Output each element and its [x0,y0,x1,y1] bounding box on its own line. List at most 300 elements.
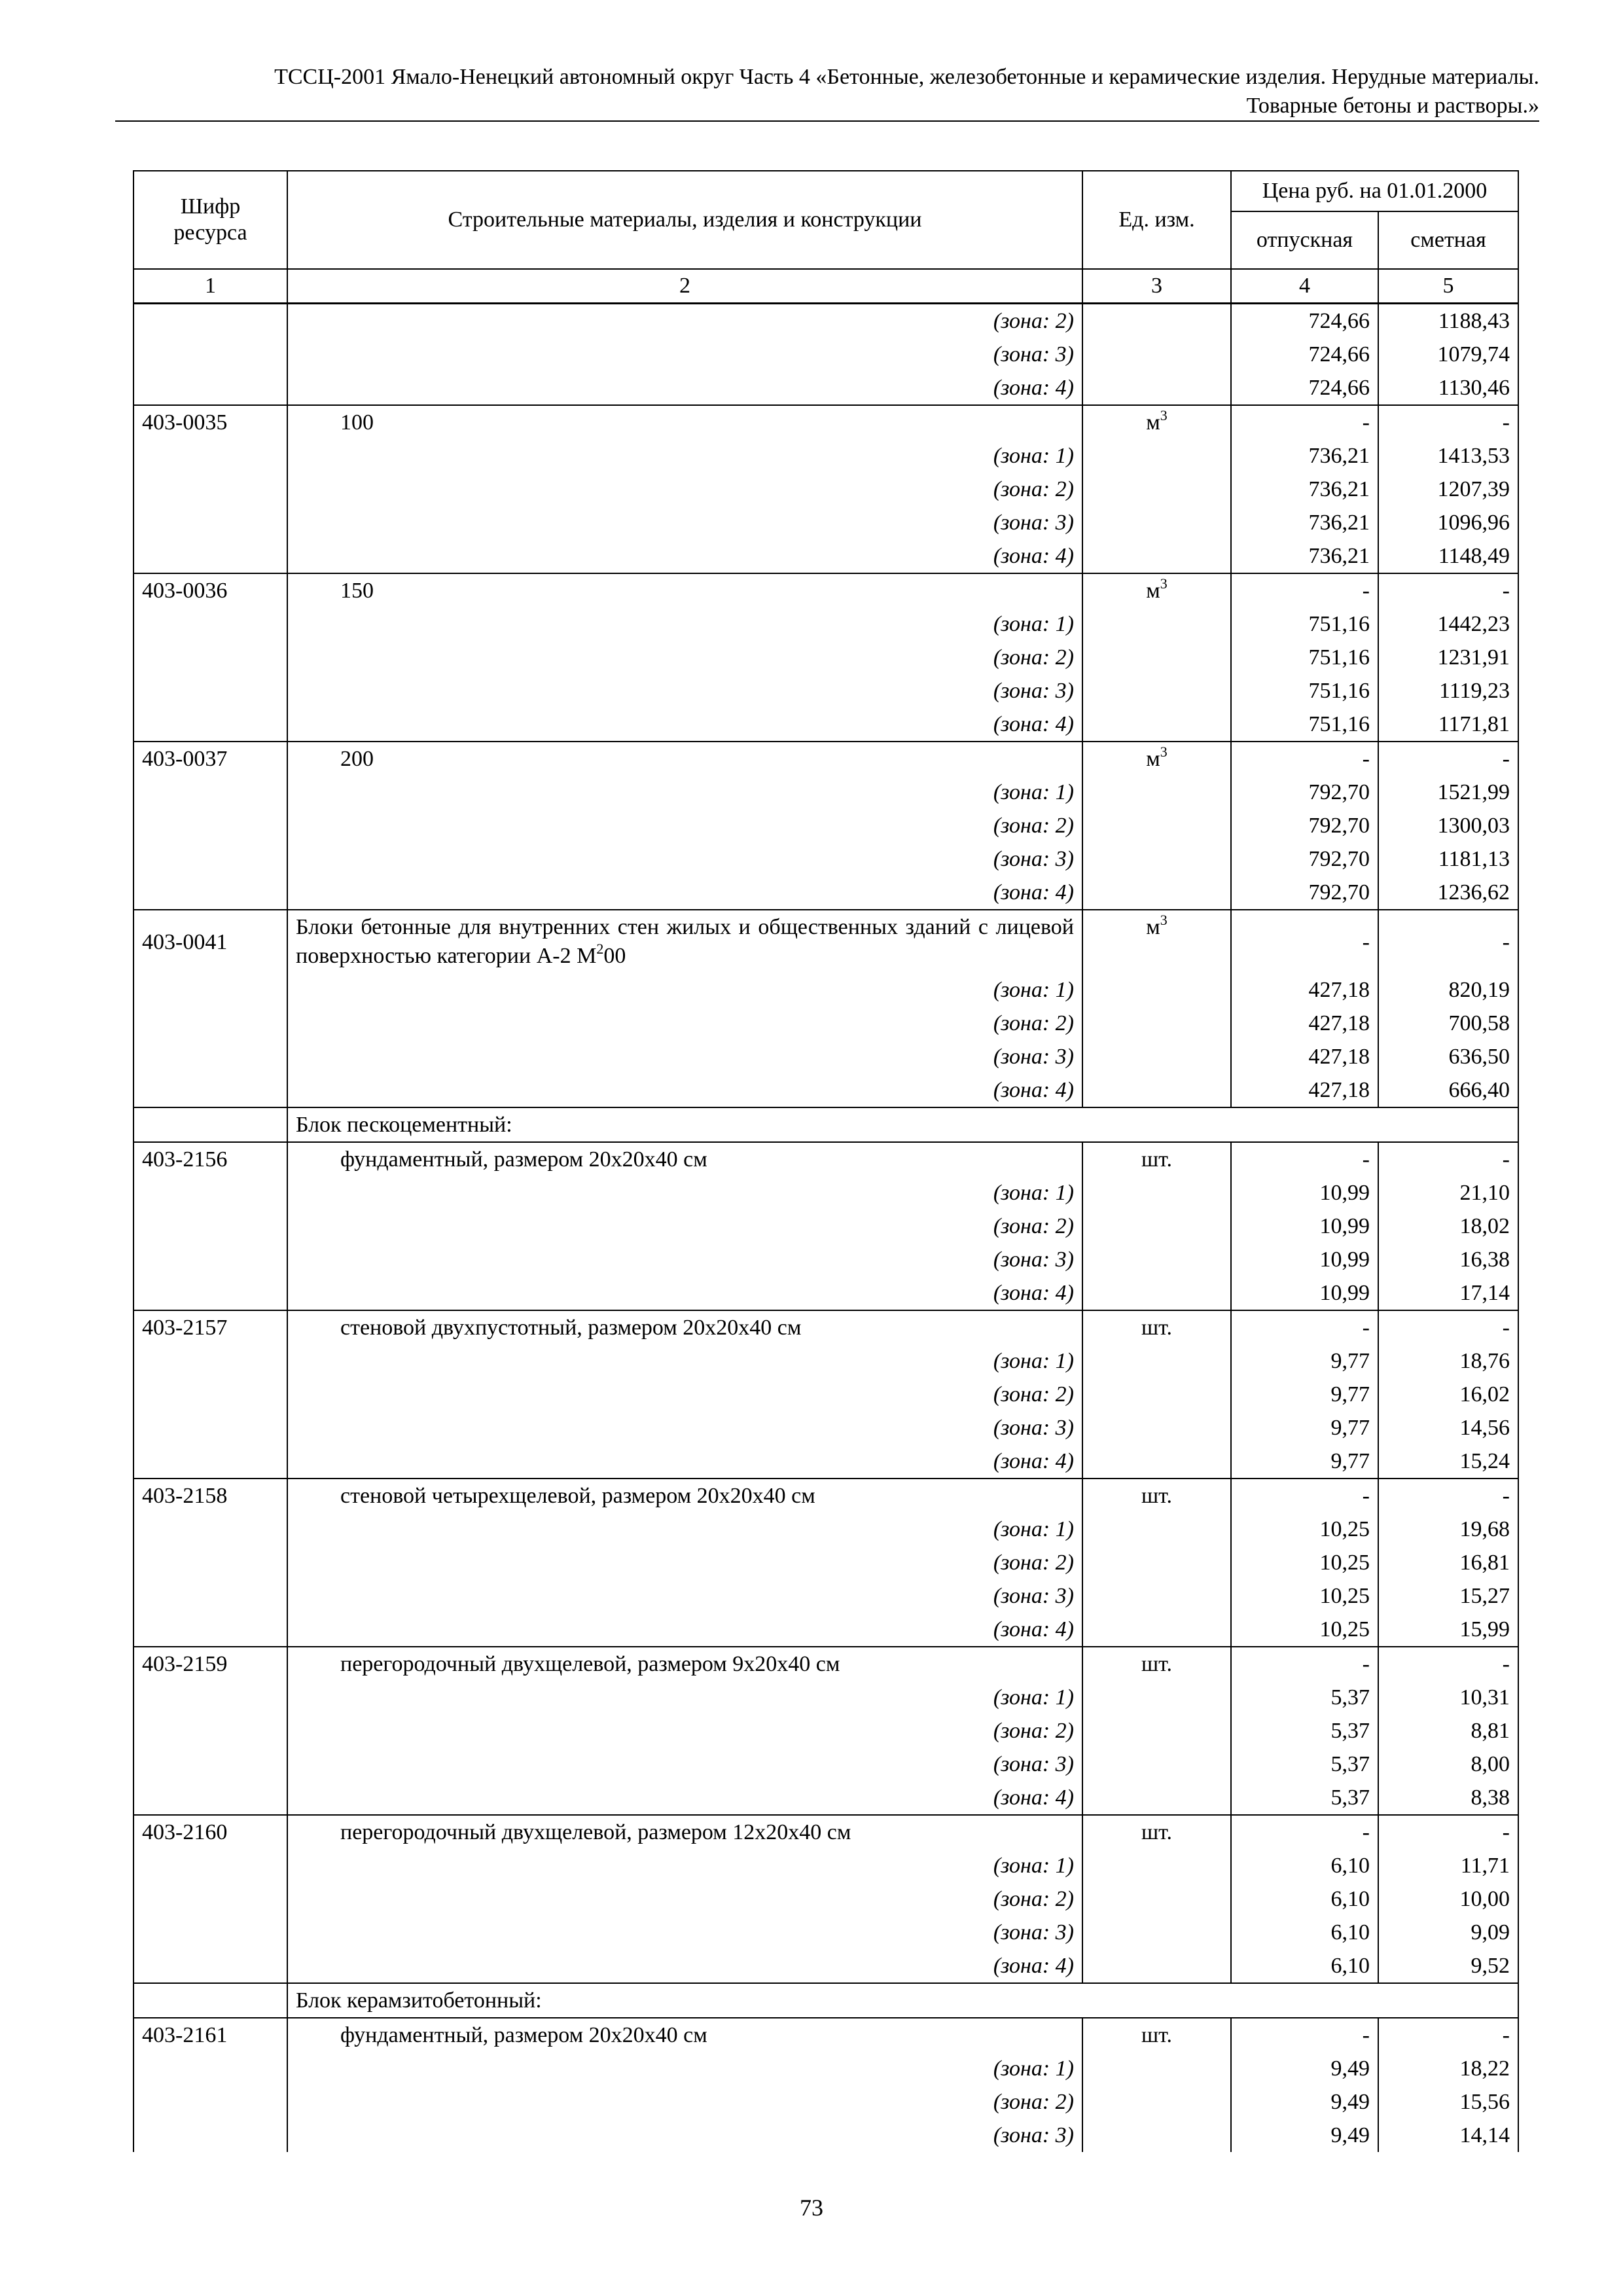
resource-code-empty [134,1073,287,1107]
resource-code-empty [134,1344,287,1378]
table-row [134,304,1518,338]
table-row [134,2018,1518,2052]
table-row [134,910,1518,973]
unit-empty [1082,1073,1231,1107]
resource-code-empty [134,539,287,573]
zone-label: (зона: 3) [287,506,1082,539]
resource-code: 403-2156 [134,1142,287,1176]
zone-label: (зона: 3) [287,2119,1082,2152]
table-row [134,1513,1518,1546]
table-body [134,304,1518,2153]
table-row [134,776,1518,809]
estimate-price: 636,50 [1378,1040,1518,1073]
resource-code: 403-2159 [134,1647,287,1681]
release-price: 736,21 [1231,439,1378,473]
table-row [134,1781,1518,1815]
estimate-price: 15,24 [1378,1444,1518,1479]
unit-empty [1082,506,1231,539]
unit-empty [1082,304,1231,338]
resource-code-empty [134,776,287,809]
estimate-price: - [1378,405,1518,439]
resource-code-empty [134,1579,287,1613]
material-name: 200 [287,742,1082,776]
estimate-price: 18,02 [1378,1210,1518,1243]
resource-code-empty [134,1882,287,1916]
resource-code-empty [134,809,287,842]
estimate-price: - [1378,910,1518,973]
unit-sup: 3 [1160,575,1168,592]
estimate-price: 14,14 [1378,2119,1518,2152]
zone-label: (зона: 3) [287,1411,1082,1444]
unit-text: м [1146,915,1160,939]
release-price: 792,70 [1231,876,1378,910]
table-row [134,674,1518,708]
estimate-price: 10,00 [1378,1882,1518,1916]
release-price: 5,37 [1231,1681,1378,1714]
resource-code-empty [134,1040,287,1073]
release-price: 5,37 [1231,1714,1378,1748]
table-row [134,1040,1518,1073]
estimate-price: 17,14 [1378,1276,1518,1310]
table-row [134,1748,1518,1781]
unit-empty [1082,876,1231,910]
zone-label: (зона: 1) [287,1176,1082,1210]
unit-of-measure [1082,1647,1231,1681]
release-price: 751,16 [1231,641,1378,674]
release-price: 751,16 [1231,607,1378,641]
unit-text: м [1146,579,1160,603]
release-price: - [1231,1479,1378,1513]
col-header-price: Цена руб. на 01.01.2000 [1231,171,1518,211]
table-row [134,1276,1518,1310]
unit-text: шт. [1141,1316,1172,1340]
estimate-price: 8,81 [1378,1714,1518,1748]
material-name: перегородочный двухщелевой, размером 12х20х40 см [287,1815,1082,1849]
zone-label: (зона: 1) [287,439,1082,473]
page-header [115,63,1539,120]
unit-text: шт. [1141,2023,1172,2047]
zone-label: (зона: 2) [287,1882,1082,1916]
zone-label: (зона: 2) [287,641,1082,674]
release-price: - [1231,1310,1378,1344]
estimate-price: 666,40 [1378,1073,1518,1107]
resource-code: 403-2158 [134,1479,287,1513]
unit-empty [1082,708,1231,742]
resource-code-empty [134,641,287,674]
unit-empty [1082,1546,1231,1579]
estimate-price: 1181,13 [1378,842,1518,876]
table-row [134,1714,1518,1748]
resource-code: 403-2160 [134,1815,287,1849]
zone-label: (зона: 2) [287,1714,1082,1748]
table-row [134,1849,1518,1882]
col-header-code: Шифр ресурса [134,171,287,269]
release-price: 427,18 [1231,1040,1378,1073]
zone-label: (зона: 3) [287,1040,1082,1073]
resource-code: 403-0035 [134,405,287,439]
table-row [134,1073,1518,1107]
unit-text: м [1146,410,1160,435]
resource-code-empty [134,304,287,338]
estimate-price: 1521,99 [1378,776,1518,809]
col-number: 4 [1231,269,1378,304]
zone-label: (зона: 2) [287,473,1082,506]
table-row [134,1444,1518,1479]
unit-empty [1082,1210,1231,1243]
zone-label: (зона: 4) [287,1613,1082,1647]
estimate-price: 1096,96 [1378,506,1518,539]
col-header-release: отпускная [1231,211,1378,269]
unit-empty [1082,1176,1231,1210]
table-row [134,1310,1518,1344]
release-price: 9,49 [1231,2052,1378,2085]
estimate-price: 15,27 [1378,1579,1518,1613]
unit-empty [1082,2052,1231,2085]
material-name [287,910,1082,973]
table-row [134,1411,1518,1444]
zone-label: (зона: 4) [287,876,1082,910]
unit-empty [1082,973,1231,1007]
table-row [134,842,1518,876]
zone-label: (зона: 1) [287,973,1082,1007]
estimate-price: 1148,49 [1378,539,1518,573]
zone-label: (зона: 4) [287,1949,1082,1983]
table-row [134,539,1518,573]
material-name-text: Блоки бетонные для внутренних стен жилых и общественных зданий с лицевой поверхностью категории А-2 М [296,915,1074,968]
resource-code-empty [134,1949,287,1983]
resource-code-empty [134,1210,287,1243]
zone-label: (зона: 2) [287,1007,1082,1040]
estimate-price: 10,31 [1378,1681,1518,1714]
resource-code: 403-0037 [134,742,287,776]
zone-label: (зона: 1) [287,1849,1082,1882]
release-price: 9,49 [1231,2119,1378,2152]
unit-empty [1082,607,1231,641]
unit-sup: 3 [1160,744,1168,760]
unit-text: шт. [1141,1652,1172,1676]
resource-code-empty [134,842,287,876]
material-name-sup: 2 [596,941,604,957]
release-price: 736,21 [1231,539,1378,573]
page-number: 73 [800,2195,823,2221]
table-row [134,1579,1518,1613]
table-row [134,371,1518,405]
estimate-price: - [1378,742,1518,776]
release-price: 9,77 [1231,1411,1378,1444]
estimate-price: 1171,81 [1378,708,1518,742]
estimate-price: 1079,74 [1378,338,1518,371]
resource-code-empty [134,607,287,641]
zone-label: (зона: 1) [287,607,1082,641]
estimate-price: 1231,91 [1378,641,1518,674]
table-row [134,1983,1518,2018]
zone-label: (зона: 1) [287,1681,1082,1714]
col-header-unit: Ед. изм. [1082,171,1231,269]
material-name: стеновой двухпустотный, размером 20х20х40 см [287,1310,1082,1344]
table-row [134,641,1518,674]
release-price: 724,66 [1231,304,1378,338]
unit-of-measure [1082,2018,1231,2052]
zone-label: (зона: 3) [287,1579,1082,1613]
zone-label: (зона: 1) [287,776,1082,809]
resource-code-empty [134,1276,287,1310]
material-name: 150 [287,573,1082,607]
estimate-price: 1300,03 [1378,809,1518,842]
unit-of-measure [1082,1142,1231,1176]
release-price: 792,70 [1231,776,1378,809]
release-price: - [1231,1647,1378,1681]
table-row [134,1882,1518,1916]
release-price: 10,99 [1231,1243,1378,1276]
resource-code-empty [134,1513,287,1546]
release-price: 10,25 [1231,1546,1378,1579]
unit-sup: 3 [1160,407,1168,423]
estimate-price: 11,71 [1378,1849,1518,1882]
zone-label: (зона: 3) [287,1243,1082,1276]
estimate-price: 700,58 [1378,1007,1518,1040]
table-row [134,1007,1518,1040]
zone-label: (зона: 2) [287,809,1082,842]
table-row [134,1546,1518,1579]
table-row [134,1378,1518,1411]
table-row [134,973,1518,1007]
group-heading: Блок пескоцементный: [287,1107,1518,1142]
table-row [134,1210,1518,1243]
resource-code: 403-0041 [134,910,287,973]
unit-empty [1082,1243,1231,1276]
material-name: фундаментный, размером 20х20х40 см [287,2018,1082,2052]
group-heading: Блок керамзитобетонный: [287,1983,1518,2018]
release-price: 5,37 [1231,1781,1378,1815]
resource-code-empty [134,473,287,506]
zone-label: (зона: 2) [287,304,1082,338]
zone-label: (зона: 3) [287,338,1082,371]
estimate-price: 18,76 [1378,1344,1518,1378]
resource-code-empty [134,708,287,742]
release-price: - [1231,405,1378,439]
table-row [134,2085,1518,2119]
col-number: 5 [1378,269,1518,304]
table-row [134,1916,1518,1949]
unit-empty [1082,1681,1231,1714]
unit-empty [1082,842,1231,876]
zone-label: (зона: 4) [287,371,1082,405]
estimate-price: 15,99 [1378,1613,1518,1647]
release-price: 10,25 [1231,1613,1378,1647]
unit-of-measure [1082,1815,1231,1849]
unit-empty [1082,1781,1231,1815]
resource-code-empty [134,371,287,405]
unit-empty [1082,809,1231,842]
estimate-price: - [1378,1142,1518,1176]
zone-label: (зона: 3) [287,842,1082,876]
unit-of-measure [1082,1479,1231,1513]
unit-empty [1082,674,1231,708]
unit-of-measure [1082,1310,1231,1344]
unit-empty [1082,1849,1231,1882]
estimate-price: 21,10 [1378,1176,1518,1210]
zone-label: (зона: 2) [287,1546,1082,1579]
unit-empty [1082,1949,1231,1983]
estimate-price: 14,56 [1378,1411,1518,1444]
table-row [134,1613,1518,1647]
estimate-price: 820,19 [1378,973,1518,1007]
resource-code-empty [134,1714,287,1748]
unit-empty [1082,1040,1231,1073]
table-row [134,2052,1518,2085]
unit-empty [1082,1579,1231,1613]
table-row [134,573,1518,607]
material-name: 100 [287,405,1082,439]
release-price: 5,37 [1231,1748,1378,1781]
resource-code-empty [134,338,287,371]
estimate-price: - [1378,1647,1518,1681]
zone-label: (зона: 2) [287,2085,1082,2119]
estimate-price: - [1378,1310,1518,1344]
release-price: 6,10 [1231,1882,1378,1916]
zone-label: (зона: 1) [287,1513,1082,1546]
unit-empty [1082,776,1231,809]
release-price: - [1231,573,1378,607]
resource-code-empty [134,1916,287,1949]
material-name: фундаментный, размером 20х20х40 см [287,1142,1082,1176]
zone-label: (зона: 2) [287,1210,1082,1243]
resource-code-empty [134,1007,287,1040]
unit-empty [1082,1411,1231,1444]
header-line-1: ТССЦ-2001 Ямало-Ненецкий автономный округ Часть 4 «Бетонные, железобетонные и керамические изделия. Нерудные материалы. [274,65,1539,89]
release-price: - [1231,1815,1378,1849]
release-price: 751,16 [1231,708,1378,742]
table-row [134,1107,1518,1142]
resource-code: 403-0036 [134,573,287,607]
unit-empty [1082,1276,1231,1310]
table-row [134,473,1518,506]
release-price: 6,10 [1231,1849,1378,1882]
zone-label: (зона: 4) [287,1276,1082,1310]
resource-code-empty [134,1378,287,1411]
resource-code-empty [134,973,287,1007]
estimate-price: 1119,23 [1378,674,1518,708]
unit-empty [1082,1613,1231,1647]
resource-code-empty [134,1546,287,1579]
resource-price-table [133,170,1519,2152]
table-row [134,809,1518,842]
table-row [134,338,1518,371]
release-price: 9,49 [1231,2085,1378,2119]
unit-empty [1082,1513,1231,1546]
unit-empty [1082,338,1231,371]
table-row [134,1142,1518,1176]
unit-empty [1082,439,1231,473]
zone-label: (зона: 4) [287,708,1082,742]
col-number: 3 [1082,269,1231,304]
resource-code-empty [134,1411,287,1444]
material-name: стеновой четырехщелевой, размером 20х20х40 см [287,1479,1082,1513]
zone-label: (зона: 1) [287,1344,1082,1378]
estimate-price: 1413,53 [1378,439,1518,473]
estimate-price: 16,81 [1378,1546,1518,1579]
table-row [134,405,1518,439]
release-price: - [1231,910,1378,973]
estimate-price: 1188,43 [1378,304,1518,338]
material-name-tail: 00 [603,944,626,968]
table-row [134,1243,1518,1276]
resource-code-empty [134,2085,287,2119]
unit-empty [1082,1916,1231,1949]
unit-empty [1082,1007,1231,1040]
estimate-price: - [1378,573,1518,607]
release-price: 6,10 [1231,1949,1378,1983]
table-row [134,1176,1518,1210]
release-price: 724,66 [1231,371,1378,405]
estimate-price: 16,38 [1378,1243,1518,1276]
estimate-price: 16,02 [1378,1378,1518,1411]
table-row [134,1815,1518,1849]
resource-code-empty [134,2052,287,2085]
header-divider [115,120,1539,122]
release-price: 6,10 [1231,1916,1378,1949]
table-row [134,1681,1518,1714]
resource-code-empty [134,1176,287,1210]
resource-code-empty [134,1243,287,1276]
zone-label: (зона: 4) [287,1444,1082,1479]
estimate-price: 8,38 [1378,1781,1518,1815]
table-row [134,2119,1518,2152]
zone-label: (зона: 2) [287,1378,1082,1411]
estimate-price: 18,22 [1378,2052,1518,2085]
unit-of-measure [1082,742,1231,776]
resource-code-empty [134,1107,287,1142]
unit-empty [1082,1444,1231,1479]
release-price: 10,25 [1231,1579,1378,1613]
release-price: 427,18 [1231,1007,1378,1040]
resource-code-empty [134,1444,287,1479]
zone-label: (зона: 4) [287,1781,1082,1815]
estimate-price: 1207,39 [1378,473,1518,506]
unit-empty [1082,2119,1231,2152]
table-row [134,1344,1518,1378]
table-row [134,439,1518,473]
table-row [134,742,1518,776]
release-price: 9,77 [1231,1378,1378,1411]
resource-code-empty [134,1849,287,1882]
estimate-price: - [1378,1479,1518,1513]
estimate-price: 1130,46 [1378,371,1518,405]
table-row [134,876,1518,910]
resource-code-empty [134,1983,287,2018]
unit-empty [1082,2085,1231,2119]
unit-empty [1082,641,1231,674]
unit-of-measure [1082,910,1231,973]
release-price: 9,77 [1231,1444,1378,1479]
resource-code-empty [134,506,287,539]
estimate-price: 1442,23 [1378,607,1518,641]
resource-code-empty [134,2119,287,2152]
resource-code-empty [134,674,287,708]
estimate-price: 1236,62 [1378,876,1518,910]
release-price: 10,25 [1231,1513,1378,1546]
unit-empty [1082,1882,1231,1916]
estimate-price: - [1378,1815,1518,1849]
release-price: 792,70 [1231,809,1378,842]
table-row [134,708,1518,742]
unit-empty [1082,371,1231,405]
release-price: - [1231,1142,1378,1176]
table-row [134,506,1518,539]
zone-label: (зона: 1) [287,2052,1082,2085]
col-number: 2 [287,269,1082,304]
resource-code-empty [134,1613,287,1647]
